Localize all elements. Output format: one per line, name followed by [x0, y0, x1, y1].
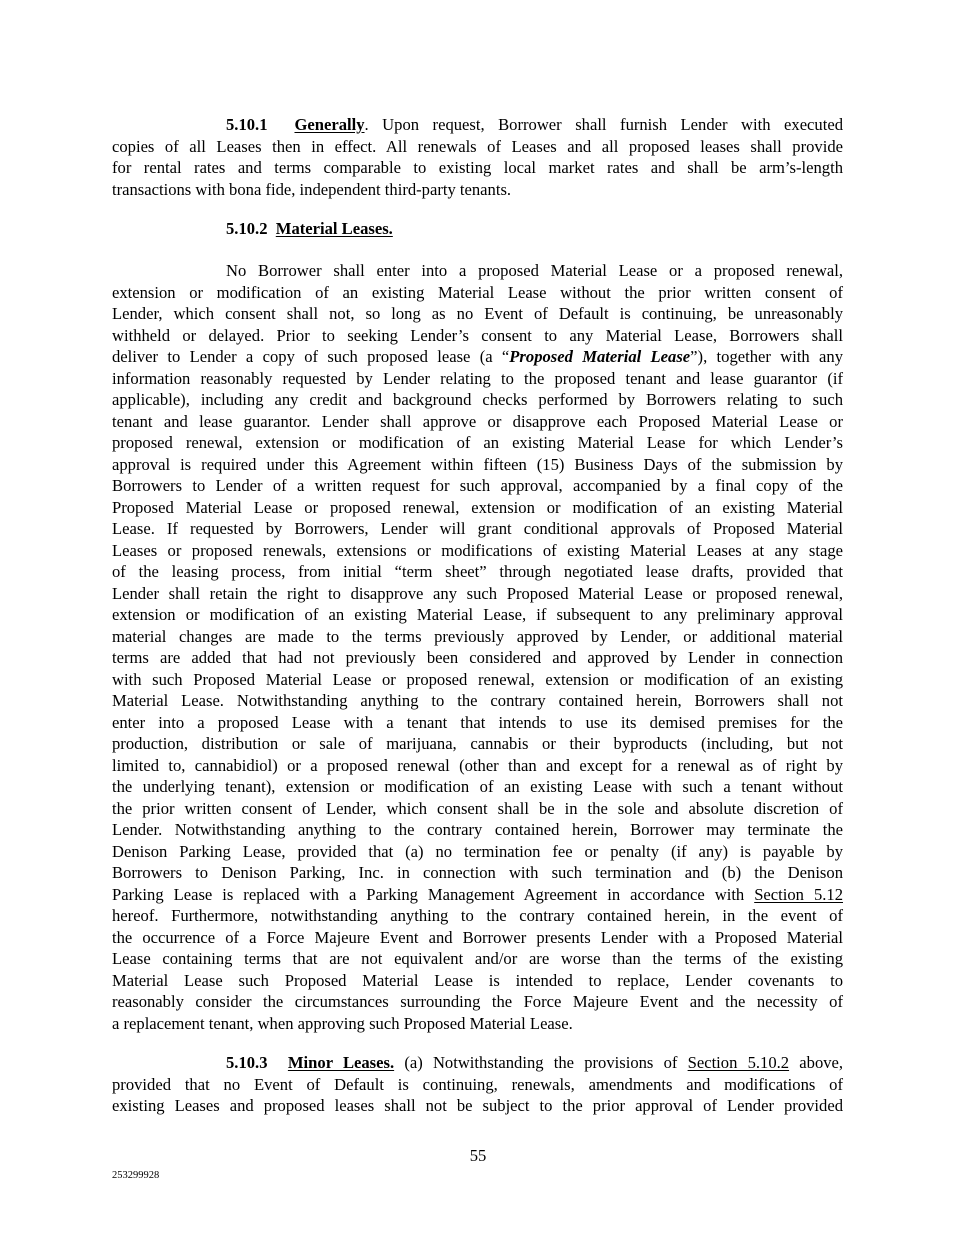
- paragraph-line: extension or modification of an existing Material Lease, if subsequent to any preliminary approval: [112, 605, 843, 624]
- paragraph-line: Lease containing terms that are not equivalent and/or are worse than the terms of the existing: [112, 949, 843, 968]
- paragraph-line: for rental rates and terms comparable to existing local market rates and shall be arm’s-length: [112, 158, 843, 177]
- section-number: 5.10.1: [226, 115, 268, 134]
- text-fragment: deliver to Lender a copy of such proposed lease (a “: [112, 347, 510, 366]
- section-5-10-3-line-1: [226, 1052, 843, 1074]
- section-5-10-1-line-1: [226, 114, 843, 136]
- paragraph-line: proposed renewal, extension or modification of an existing Material Lease for which Lender’s: [112, 433, 843, 452]
- section-title: Material Leases.: [275, 219, 393, 238]
- paragraph-line: applicable), including any credit and background checks performed by Borrowers relating to such: [112, 390, 843, 409]
- paragraph-line: Borrowers to Lender of a written request for such approval, accompanied by a final copy of the: [112, 476, 843, 495]
- text-fragment: above,: [789, 1053, 844, 1072]
- section-number: 5.10.2: [226, 219, 268, 238]
- page-number: 55: [469, 1146, 487, 1165]
- text-fragment: Parking Lease is replaced with a Parking Management Agreement in accordance with: [112, 884, 755, 904]
- text-fragment: ”), together with any: [690, 347, 844, 366]
- paragraph-line-section-ref: [112, 884, 843, 906]
- paragraph-line: Denison Parking Lease, provided that (a) no termination fee or penalty (if any) is payable by: [112, 841, 843, 861]
- paragraph-line: Material Lease such Proposed Material Lease is intended to replace, Lender covenants to: [112, 970, 843, 990]
- paragraph-line: the underlying tenant), extension or modification of an existing Lease with such a tenant without: [112, 777, 843, 796]
- paragraph-line: the occurrence of a Force Majeure Event and Borrower presents Lender with a Proposed Material: [112, 927, 843, 947]
- paragraph-line: information reasonably requested by Lender relating to the proposed tenant and lease guarantor (if: [112, 368, 843, 388]
- paragraph-line: enter into a proposed Lease with a tenant that intends to use its demised premises for the: [112, 712, 843, 732]
- paragraph-line: Lease. If requested by Borrowers, Lender will grant conditional approvals of Proposed Material: [112, 519, 843, 538]
- paragraph-line: limited to, cannabidiol) or a proposed renewal (other than and except for a renewal as of right by: [112, 755, 843, 775]
- paragraph-line: terms are added that had not previously been considered and approved by Lender in connection: [112, 648, 843, 667]
- section-5-10-2-link[interactable]: Section 5.10.2: [687, 1053, 790, 1072]
- paragraph-line: material changes are made to the terms previously approved by Lender, or additional material: [112, 626, 843, 646]
- paragraph-line-defined-term: [112, 346, 843, 368]
- document-id: 253299928: [112, 1170, 160, 1181]
- paragraph-line: provided that no Event of Default is continuing, renewals, amendments and modifications of: [112, 1074, 843, 1094]
- defined-term: Proposed Material Lease: [509, 347, 691, 366]
- text-fragment: (a) Notwithstanding the provisions of: [394, 1053, 688, 1072]
- paragraph-line: tenant and lease guarantor. Lender shall approve or disapprove each Proposed Material Lease or: [112, 411, 843, 431]
- paragraph-line: of the leasing process, from initial “term sheet” through negotiated lease drafts, provided that: [112, 562, 843, 581]
- paragraph-line: No Borrower shall enter into a proposed Material Lease or a proposed renewal,: [226, 261, 843, 280]
- section-5-10-2-heading: [226, 218, 393, 240]
- paragraph-line: Material Lease. Notwithstanding anything to the contrary contained herein, Borrowers shall not: [112, 691, 843, 710]
- paragraph-line: Lender. Notwithstanding anything to the contrary contained herein, Borrower may terminate the: [112, 820, 843, 839]
- paragraph-line: copies of all Leases then in effect. All renewals of Leases and all proposed leases shall provide: [112, 136, 843, 156]
- paragraph-line: Lender shall retain the right to disapprove any such Proposed Material Lease or proposed renewal,: [112, 583, 843, 603]
- paragraph-line: Lender, which consent shall not, so long as no Event of Default is continuing, be unreasonably: [112, 304, 843, 323]
- paragraph-line: Borrowers to Denison Parking, Inc. in connection with such termination and (b) the Denison: [112, 863, 843, 882]
- paragraph-line: approval is required under this Agreement within fifteen (15) Business Days of the submission by: [112, 454, 843, 474]
- paragraph-line: a replacement tenant, when approving such Proposed Material Lease.: [112, 1013, 573, 1033]
- paragraph-line: extension or modification of an existing Material Lease without the prior written consent of: [112, 282, 843, 302]
- paragraph-line: Proposed Material Lease or proposed renewal, extension or modification of an existing Material: [112, 497, 843, 517]
- paragraph-text: . Upon request, Borrower shall furnish Lender with executed: [364, 115, 843, 134]
- paragraph-line: with such Proposed Material Lease or proposed renewal, extension or modification of an existing: [112, 669, 843, 689]
- paragraph-line: production, distribution or sale of marijuana, cannabis or their byproducts (including, but not: [112, 734, 843, 753]
- section-number: 5.10.3: [226, 1053, 268, 1072]
- section-title: Generally: [294, 115, 365, 134]
- paragraph-line: reasonably consider the circumstances surrounding the Force Majeure Event and the necessity of: [112, 992, 843, 1011]
- paragraph-line: hereof. Furthermore, notwithstanding anything to the contrary contained herein, in the event of: [112, 906, 843, 925]
- paragraph-line: Leases or proposed renewals, extensions or modifications of existing Material Leases at any stage: [112, 540, 843, 560]
- paragraph-line: transactions with bona fide, independent third-party tenants.: [112, 179, 512, 199]
- section-title: Minor Leases.: [287, 1053, 395, 1072]
- paragraph-line: the prior written consent of Lender, which consent shall be in the sole and absolute discretion of: [112, 798, 843, 818]
- paragraph-line: withheld or delayed. Prior to seeking Lender’s consent to any Material Lease, Borrowers shall: [112, 325, 843, 345]
- section-5-12-link[interactable]: Section 5.12: [754, 884, 843, 904]
- paragraph-line: existing Leases and proposed leases shall not be subject to the prior approval of Lender provided: [112, 1096, 843, 1115]
